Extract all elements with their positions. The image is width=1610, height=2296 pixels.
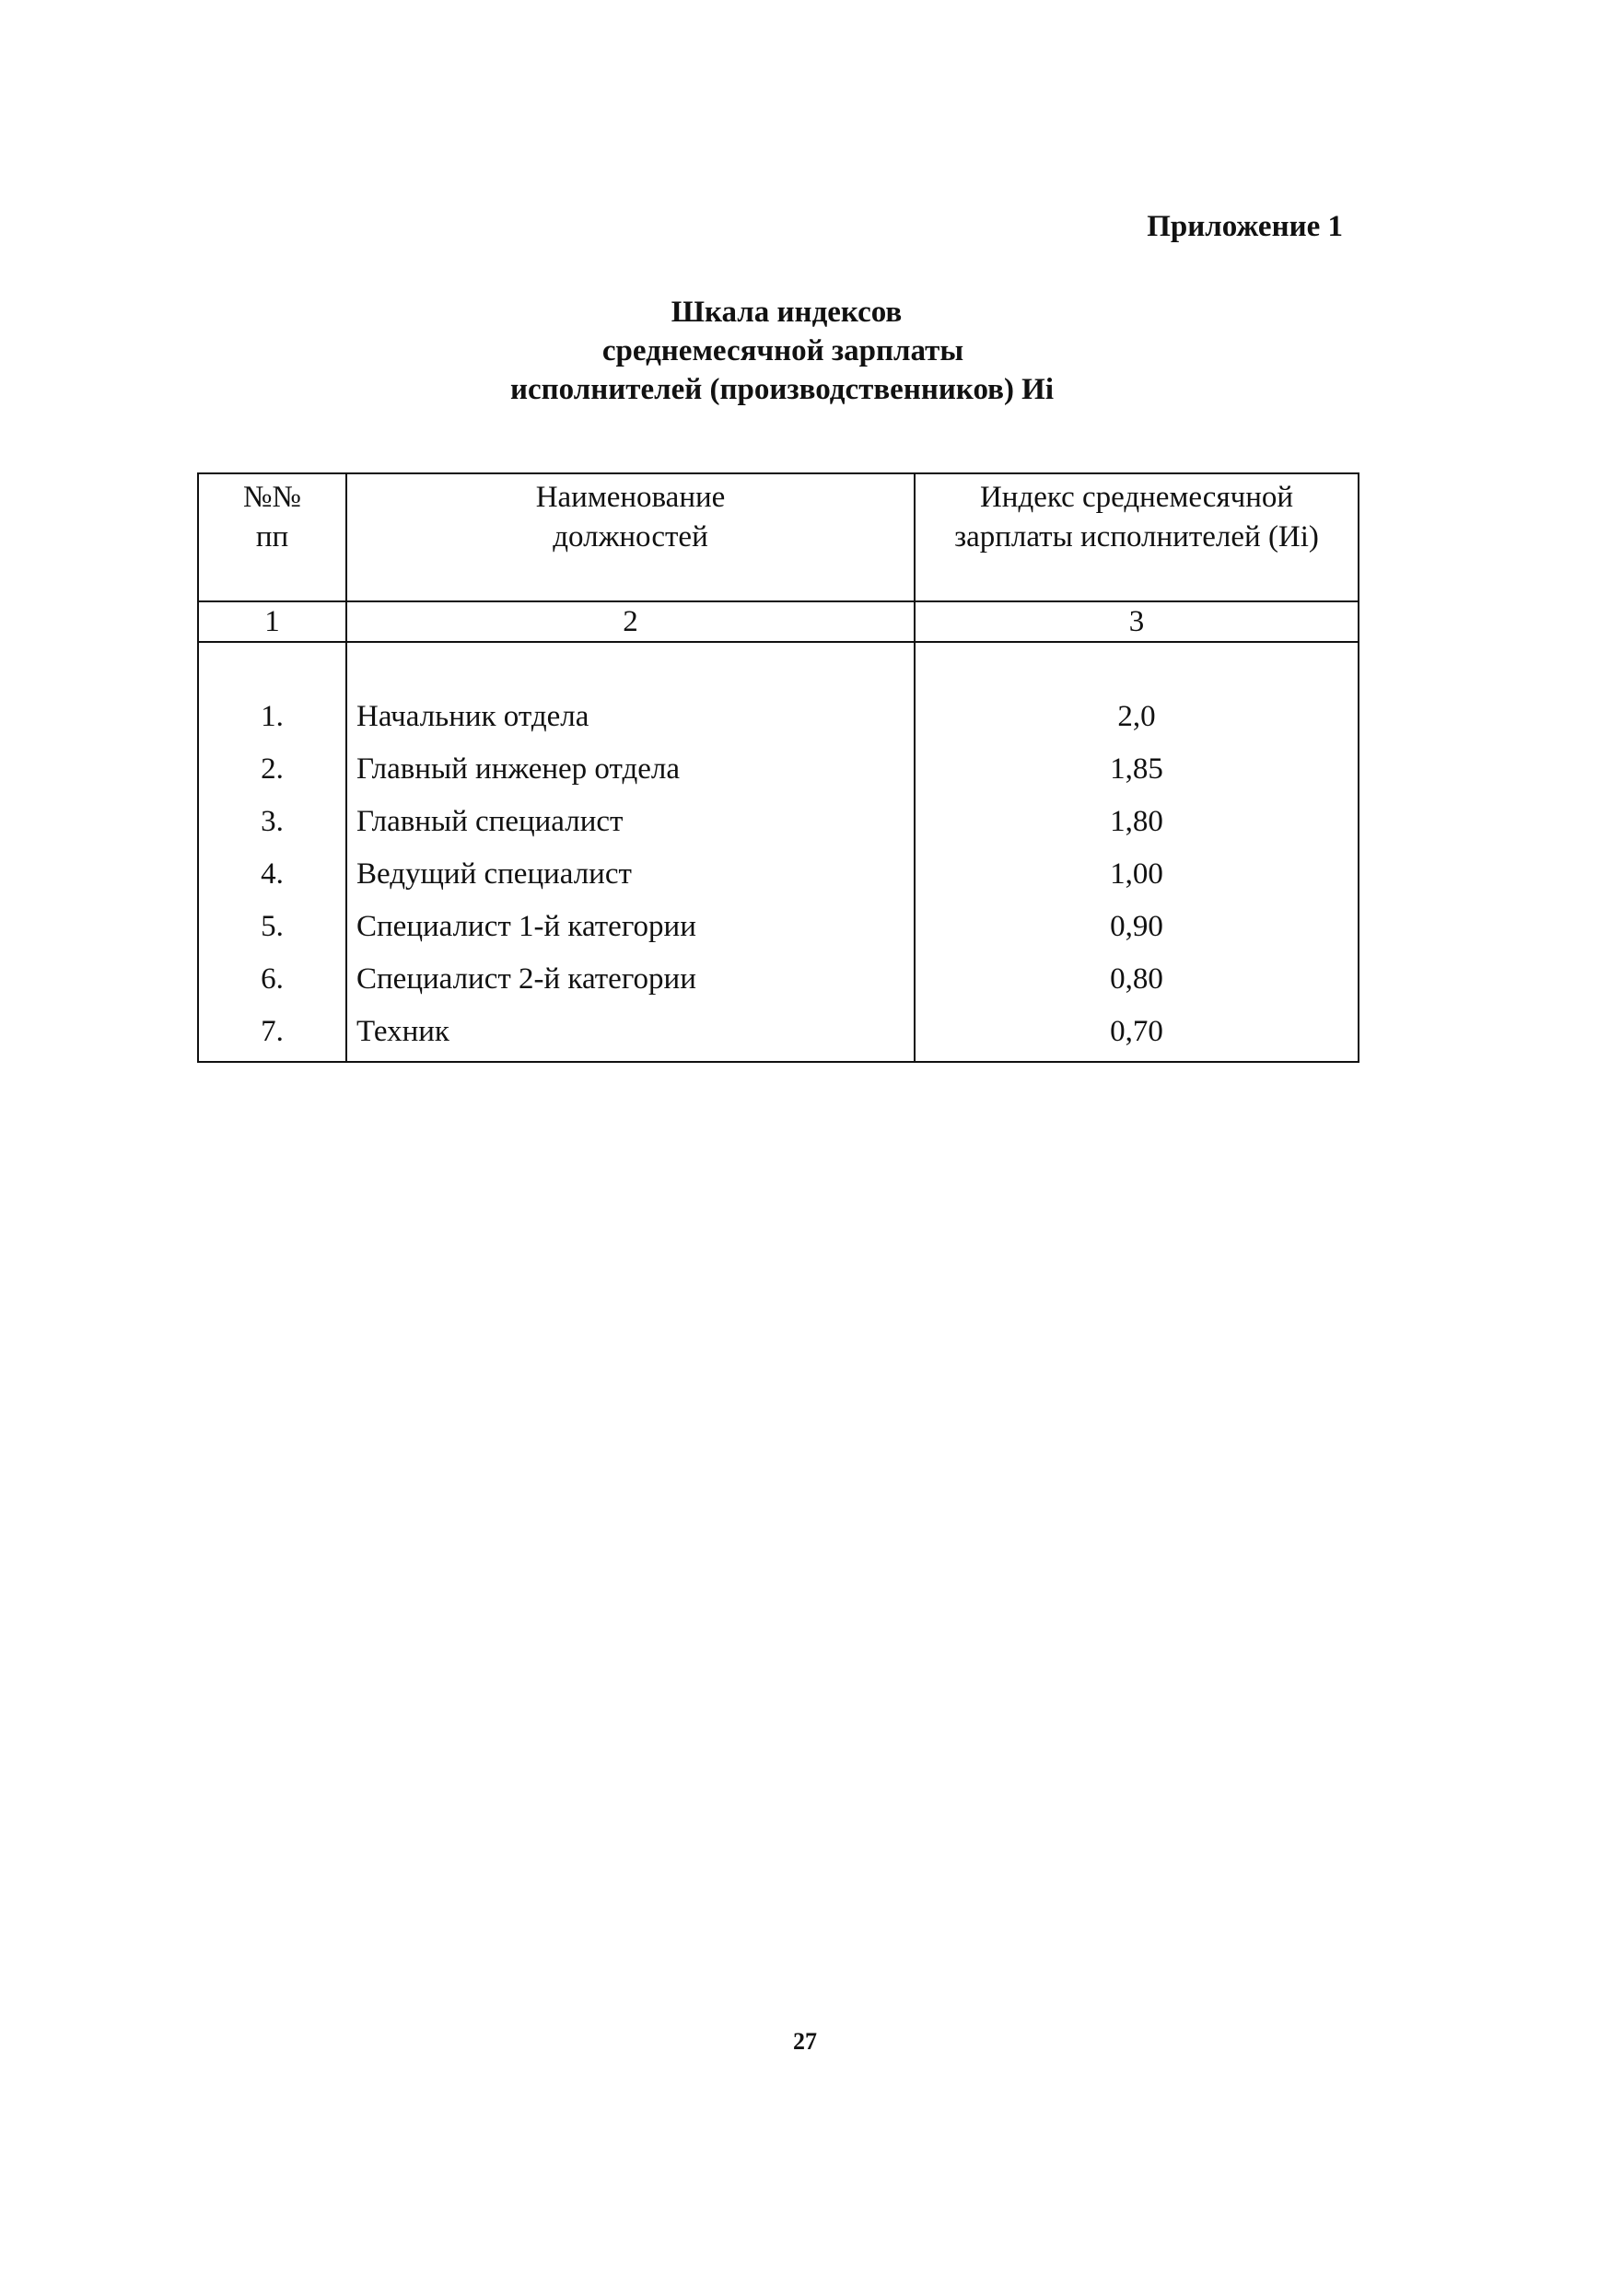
table-row <box>198 901 1359 953</box>
position-name: Специалист 1-й категории <box>346 901 915 953</box>
salary-index: 0,90 <box>915 901 1359 953</box>
position-name: Начальник отдела <box>346 691 915 743</box>
row-number: 4. <box>198 848 346 901</box>
title-line-3: исполнителей (производственников) Иi <box>509 373 1055 406</box>
row-number: 2. <box>198 743 346 796</box>
title-line-2: среднемесячной зарплаты <box>601 334 964 367</box>
page-number: 27 <box>793 2028 817 2055</box>
salary-index: 1,80 <box>915 796 1359 848</box>
appendix-label: Приложение 1 <box>1147 210 1343 243</box>
position-name: Специалист 2-й категории <box>346 953 915 1006</box>
position-name: Главный инженер отдела <box>346 743 915 796</box>
table-row <box>198 743 1359 796</box>
table-row <box>198 848 1359 901</box>
row-number: 5. <box>198 901 346 953</box>
salary-index: 1,00 <box>915 848 1359 901</box>
table-header-row <box>198 473 1359 601</box>
column-numbers-row <box>198 601 1359 642</box>
position-name: Техник <box>346 1006 915 1062</box>
column-number-2: 2 <box>346 601 915 642</box>
column-number-1: 1 <box>198 601 346 642</box>
document-title <box>0 293 1610 409</box>
table-row <box>198 953 1359 1006</box>
salary-index: 0,80 <box>915 953 1359 1006</box>
title-line-1: Шкала индексов <box>671 296 903 329</box>
table-row <box>198 796 1359 848</box>
salary-index: 2,0 <box>915 691 1359 743</box>
row-number: 1. <box>198 691 346 743</box>
salary-index: 0,70 <box>915 1006 1359 1062</box>
position-name: Главный специалист <box>346 796 915 848</box>
row-number: 6. <box>198 953 346 1006</box>
row-number: 7. <box>198 1006 346 1062</box>
salary-index: 1,85 <box>915 743 1359 796</box>
position-name: Ведущий специалист <box>346 848 915 901</box>
column-number-3: 3 <box>915 601 1359 642</box>
table-row <box>198 1006 1359 1062</box>
header-position-name: Наименование должностей <box>346 473 915 601</box>
table-row <box>198 691 1359 743</box>
row-number: 3. <box>198 796 346 848</box>
salary-index-table <box>197 472 1359 1063</box>
header-number: №№ пп <box>198 473 346 601</box>
header-salary-index: Индекс среднемесячной зарплаты исполнителей (Иi) <box>915 473 1359 601</box>
spacer-row <box>198 642 1359 691</box>
